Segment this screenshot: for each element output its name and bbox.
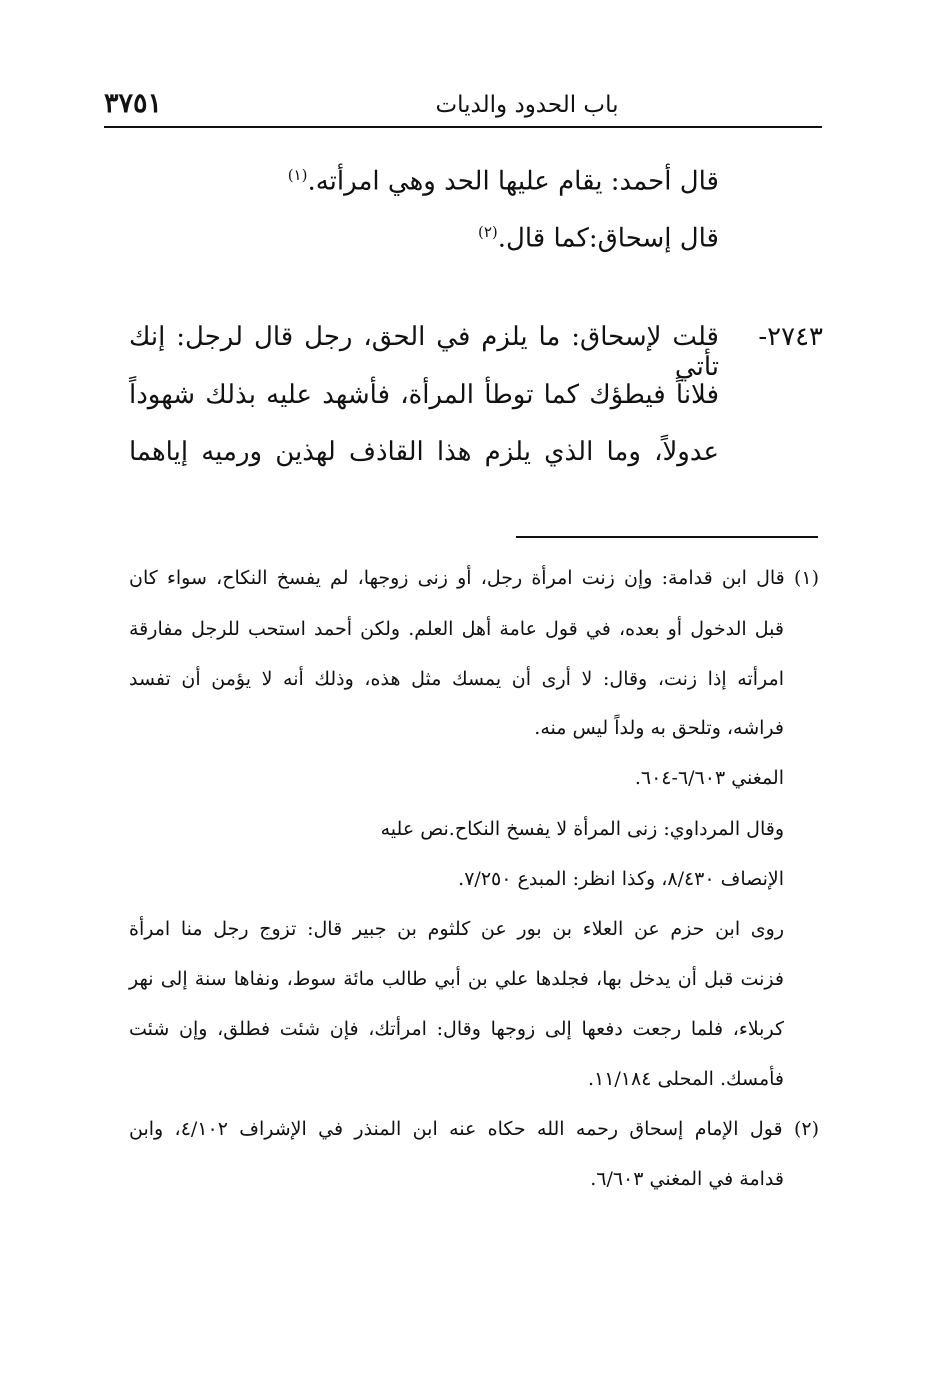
body-line-ahmad <box>288 166 719 197</box>
footnote-1-line-10: كربلاء، فلما رجعت دفعها إلى زوجها وقال: امرأتك، فإن شئت فطلق، وإن شئت <box>129 1018 784 1040</box>
footnote-1-line-2: قبل الدخول أو بعده، في قول عامة أهل العلم. ولكن أحمد استحب للرجل مفارقة <box>129 618 784 640</box>
body-line-ishaq-text: قال إسحاق:كما قال. <box>497 223 719 254</box>
footnote-1-line-9: فزنت قبل أن يدخل بها، فجلدها علي بن أبي طالب مائة سوط، ونفاها سنة إلى نهر <box>129 968 784 990</box>
footnote-1-line-3: امرأته إذا زنت، وقال: لا أرى أن يمسك مثل هذه، وذلك أنه لا يؤمن أن تفسد <box>129 668 784 690</box>
header-rule <box>104 126 822 128</box>
footnote-2-line-2: قدامة في المغني ٦/٦٠٣. <box>590 1168 784 1190</box>
question-line-2: فلاناً فيطؤك كما توطأ المرأة، فأشهد عليه بذلك شهوداً <box>129 380 719 410</box>
footnote-1-line-8: روى ابن حزم عن العلاء بن بور عن كلثوم بن جبير قال: تزوج رجل منا امرأة <box>129 918 784 940</box>
question-line-3: عدولاً، وما الذي يلزم هذا القاذف لهذين ورميه إياهما <box>129 437 719 467</box>
footnote-ref-1: (١) <box>287 166 308 184</box>
footnote-1-line-11: فأمسك. المحلى ١١/١٨٤. <box>587 1068 784 1090</box>
chapter-title: باب الحدود والديات <box>435 92 619 118</box>
question-number: ٢٧٤٣- <box>758 322 823 352</box>
footnote-separator <box>516 536 818 538</box>
footnote-ref-2: (٢) <box>477 223 498 241</box>
question-line-1: قلت لإسحاق: ما يلزم في الحق، رجل قال لرجل: إنك تأتي <box>129 322 719 382</box>
body-line-ishaq <box>478 223 719 254</box>
footnote-1-line-1: (١) قال ابن قدامة: وإن زنت امرأة رجل، أو زنى زوجها، لم يفسخ النكاح، سواء كان <box>129 567 819 589</box>
page-number: ٣٧٥١ <box>104 88 163 119</box>
footnote-1-line-7: الإنصاف ٨/٤٣٠، وكذا انظر: المبدع ٧/٢٥٠. <box>458 868 784 890</box>
body-line-ahmad-text: قال أحمد: يقام عليها الحد وهي امرأته. <box>307 166 719 197</box>
footnote-1-line-5: المغني ٦/٦٠٣-٦٠٤. <box>634 767 784 789</box>
footnote-1-line-4: فراشه، وتلحق به ولداً ليس منه. <box>534 717 784 739</box>
footnote-1-line-6: وقال المرداوي: زنى المرأة لا يفسخ النكاح.نص عليه <box>380 818 784 840</box>
footnote-2-line-1: (٢) قول الإمام إسحاق رحمه الله حكاه عنه ابن المنذر في الإشراف ٤/١٠٢، وابن <box>129 1118 819 1140</box>
